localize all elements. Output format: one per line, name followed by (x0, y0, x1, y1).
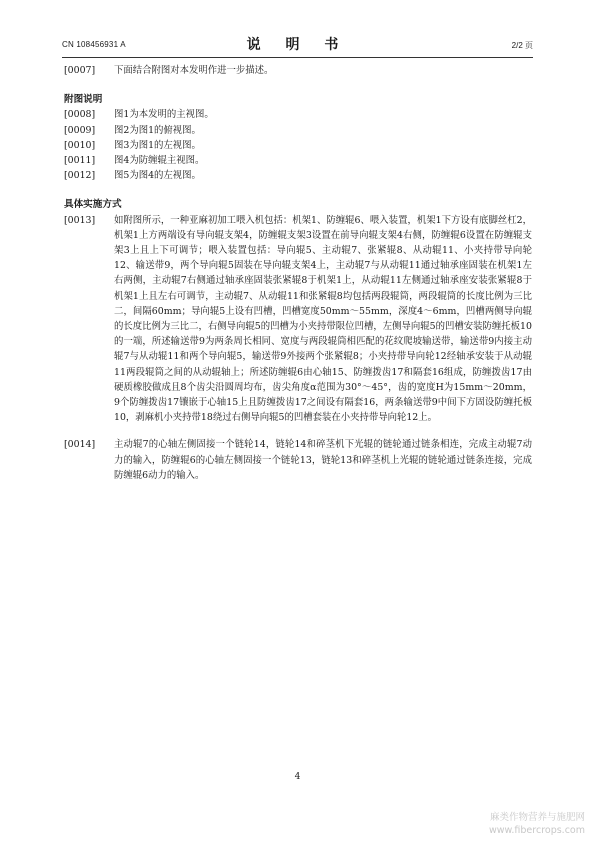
paragraph-number: [0007] (64, 65, 96, 76)
paragraph-number: [0013] (64, 214, 96, 226)
paragraph-text: 图2为图1的俯视图。 (114, 124, 201, 136)
paragraph-number: [0011] (64, 155, 96, 167)
paragraph-number: [0014] (64, 439, 96, 451)
paragraph-text: 图1为本发明的主视图。 (114, 109, 214, 121)
paragraph-text: 图5为图4的左视图。 (114, 170, 201, 182)
page-number: 4 (294, 772, 301, 782)
paragraph-0014 (64, 437, 532, 483)
section-heading-embodiment: 具体实施方式 (64, 199, 122, 211)
paragraph-number: [0010] (64, 139, 96, 151)
paragraph-text: 图3为图1的左视图。 (114, 139, 201, 151)
section-heading-figures: 附图说明 (64, 94, 103, 106)
paragraph-0008 (64, 107, 532, 122)
paragraph-text: 如附图所示，一种亚麻初加工喂入机包括：机架1、防缠辊6、喂入装置，机架1下方设有底脚丝杠2，机架1上方两端设有导向辊支架4，防缠辊支架3设置在前导向辊支架4右侧，防缠辊6设置在防缠辊支架3上且上下可调节；喂入装置包括：导向辊5、主动辊7、张紧辊8、从动辊11、小夹持带导向轮12、输送带9，两个导向辊5固装在导向辊支架4上，主动辊7与从动辊11通过轴承座固装在机架1左右两侧，主动辊7右侧通过轴承座固装张紧辊8于机架1上，从动辊11左侧通过轴承座安装张紧辊8于机架1上且左右可调节，主动辊7、从动辊11和张紧辊8均包括两段辊筒，两段辊筒的长度比例为三比二，间隔60mm；导向辊5上设有凹槽，凹槽宽度50mm～55mm，深度4～6mm，凹槽两侧导向辊的长度比例为三比二，右侧导向辊5的凹槽为小夹持带限位凹槽，左侧导向辊5的凹槽安装防缠托板10的一端，所述输送带9为两条周长相同、宽度与两段辊筒相匹配的花纹爬坡输送带，输送带9内接主动辊7与从动辊11和两个导向辊5，输送带9外接两个张紧辊8；小夹持带导向轮12经轴承安装于从动辊11两段辊筒之间的从动辊轴上；所述防缠辊6由心轴15、防缠拨齿17和隔套16组成，防缠拨齿17由硬质橡胶做成且8个齿尖沿圆周均布，齿尖角度α范围为30°～45°，齿的宽度H为15mm～20mm，9个防缠拨齿17镶嵌于心轴15上且防缠拨齿17之间设有隔套16，两条输送带9中间下方固设防缠托板10，剥麻机小夹持带18绕过右侧导向辊5的凹槽套装在小夹持带导向轮12上。 (114, 214, 532, 424)
paragraph-text: 主动辊7的心轴左侧固接一个链轮14，链轮14和碎茎机下光辊的链轮通过链条相连，完成主动辊7动力的输入，防缠辊6的心轴左侧固接一个链轮13，链轮13和碎茎机上光辊的链轮通过链条连接，完成防缠辊6动力的输入。 (114, 439, 532, 481)
watermark-line-2: www.fibercrops.com (488, 825, 585, 836)
page-indicator: 2/2 页 (511, 41, 533, 50)
paragraph-number: [0008] (64, 109, 96, 121)
paragraph-0013 (64, 213, 532, 426)
paragraph-number: [0012] (64, 170, 96, 182)
paragraph-0011 (64, 153, 532, 168)
paragraph-0007 (64, 63, 532, 78)
paragraph-text: 下面结合附图对本发明作进一步描述。 (114, 65, 274, 76)
page-header (62, 34, 533, 54)
paragraph-0009 (64, 123, 532, 138)
watermark (489, 811, 585, 837)
publication-number: CN 108456931 A (62, 40, 126, 49)
document-title: 说 明 书 (246, 37, 349, 53)
paragraph-number: [0009] (64, 124, 96, 136)
paragraph-text: 图4为防缠辊主视图。 (114, 155, 205, 167)
paragraph-0012 (64, 168, 532, 183)
header-rule (62, 57, 533, 58)
paragraph-0010 (64, 138, 532, 153)
document-body (64, 63, 532, 483)
watermark-line-1: 麻类作物营养与施肥网 (489, 812, 585, 823)
